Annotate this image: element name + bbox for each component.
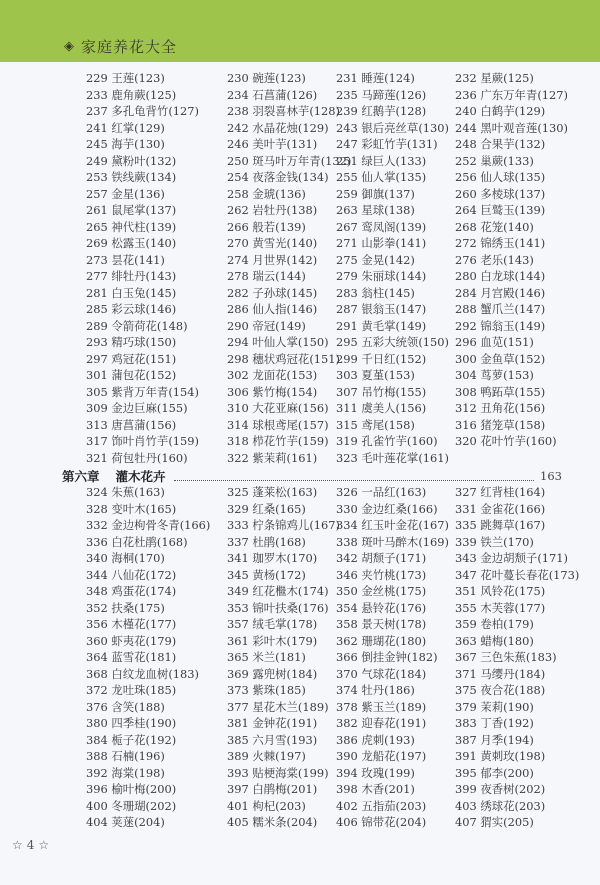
toc-entry[interactable]: 230 碗莲(123) (227, 71, 306, 85)
toc-entry[interactable]: 323 毛叶莲花掌(161) (336, 450, 449, 465)
toc-entry[interactable]: 298 穗状鸡冠花(151) (227, 351, 340, 366)
toc-entry[interactable]: 333 柠条锦鸡儿(167) (227, 518, 340, 532)
toc-entry[interactable]: 290 帝冠(149) (227, 318, 306, 333)
toc-entry[interactable]: 282 子孙球(145) (227, 285, 318, 300)
toc-entry[interactable]: 307 吊竹梅(155) (336, 384, 427, 399)
toc-entry[interactable]: 369 露兜树(184) (227, 666, 318, 681)
toc-entry[interactable]: 257 金星(136) (86, 186, 165, 201)
toc-entry[interactable]: 264 巨鹫玉(139) (455, 203, 546, 217)
toc-entry[interactable]: 276 老乐(143) (455, 252, 534, 267)
toc-entry[interactable]: 285 彩云球(146) (86, 302, 177, 316)
toc-entry[interactable]: 308 鸭跖草(155) (455, 384, 546, 399)
toc-entry[interactable]: 244 黑叶观音莲(130) (455, 120, 568, 135)
toc-entry[interactable]: 293 精巧球(150) (86, 335, 177, 349)
toc-entry[interactable]: 346 夹竹桃(173) (336, 567, 427, 582)
toc-entry[interactable]: 397 白鹃梅(201) (227, 782, 318, 796)
toc-entry[interactable]: 279 朱丽球(144) (336, 269, 427, 283)
toc-entry[interactable]: 275 金晃(142) (336, 252, 415, 267)
toc-entry[interactable]: 287 银翁玉(147) (336, 302, 427, 316)
toc-entry[interactable]: 379 茉莉(190) (455, 699, 534, 714)
toc-entry[interactable]: 234 石菖蒲(126) (227, 87, 318, 102)
toc-entry[interactable]: 360 虾夷花(179) (86, 633, 177, 648)
toc-entry[interactable]: 263 星球(138) (336, 203, 415, 217)
toc-entry[interactable]: 406 锦带花(204) (336, 815, 427, 829)
toc-entry[interactable]: 384 栀子花(192) (86, 732, 177, 747)
toc-entry[interactable]: 342 胡颓子(171) (336, 551, 427, 565)
toc-entry[interactable]: 305 紫背万年青(154) (86, 384, 199, 399)
toc-entry[interactable]: 233 鹿角蕨(125) (86, 87, 177, 102)
toc-entry[interactable]: 398 木香(201) (336, 782, 415, 796)
toc-entry[interactable]: 332 金边枸骨冬青(166) (86, 518, 211, 532)
chapter-number: 第六章 (62, 469, 100, 484)
toc-entry[interactable]: 365 米兰(181) (227, 650, 306, 664)
toc-entry[interactable]: 229 王莲(123) (86, 71, 165, 85)
toc-entry[interactable]: 380 四季桂(190) (86, 716, 177, 730)
toc-entry[interactable]: 340 海桐(170) (86, 551, 165, 565)
toc-entry[interactable]: 395 郁李(200) (455, 765, 534, 780)
toc-entry[interactable]: 278 瑞云(144) (227, 269, 306, 283)
toc-entry[interactable]: 317 饰叶肖竹芋(159) (86, 434, 199, 448)
toc-entry[interactable]: 320 花叶竹芋(160) (455, 434, 557, 448)
star-icon: ☆ (12, 838, 27, 852)
toc-entry[interactable]: 344 八仙花(172) (86, 567, 177, 582)
toc-entry[interactable]: 389 火棘(197) (227, 749, 306, 763)
toc-entry[interactable]: 358 景天树(178) (336, 617, 427, 631)
toc-entry[interactable]: 353 锦叶扶桑(176) (227, 600, 329, 615)
toc-entry[interactable]: 405 糯米条(204) (227, 815, 318, 829)
toc-entry[interactable]: 291 黄毛掌(149) (336, 318, 427, 333)
toc-entry[interactable]: 306 紫竹梅(154) (227, 384, 318, 399)
toc-entry[interactable]: 267 鸾凤阁(139) (336, 219, 427, 234)
toc-entry[interactable]: 348 鸡蛋花(174) (86, 584, 177, 598)
toc-entry[interactable]: 289 令箭荷花(148) (86, 318, 188, 333)
toc-entry[interactable]: 266 般若(139) (227, 219, 306, 234)
toc-entry[interactable]: 235 马蹄莲(126) (336, 87, 427, 102)
toc-entry[interactable]: 280 白龙球(144) (455, 269, 546, 283)
toc-entry[interactable]: 277 绯牡丹(143) (86, 269, 177, 283)
toc-entry[interactable]: 371 马缨丹(184) (455, 666, 546, 681)
toc-entry[interactable]: 297 鸡冠花(151) (86, 351, 177, 366)
toc-entry[interactable]: 237 多孔龟背竹(127) (86, 104, 199, 118)
toc-entry[interactable]: 292 锦翁玉(149) (455, 318, 546, 333)
toc-entry[interactable]: 407 猬实(205) (455, 815, 534, 829)
toc-entry[interactable]: 361 彩叶木(179) (227, 633, 318, 648)
toc-entry[interactable]: 238 羽裂喜林芋(128) (227, 104, 340, 118)
toc-entry[interactable]: 329 红桑(165) (227, 501, 306, 516)
toc-entry[interactable]: 355 木芙蓉(177) (455, 600, 546, 615)
toc-entry[interactable]: 286 仙人指(146) (227, 302, 318, 316)
toc-entry[interactable]: 362 珊瑚花(180) (336, 633, 427, 648)
toc-entry[interactable]: 351 风铃花(175) (455, 584, 546, 598)
toc-entry[interactable]: 231 睡莲(124) (336, 71, 415, 85)
toc-entry[interactable]: 388 石楠(196) (86, 749, 165, 763)
toc-entry[interactable]: 368 白纹龙血树(183) (86, 666, 199, 681)
toc-entry[interactable]: 265 神代柱(139) (86, 219, 177, 234)
toc-entry[interactable]: 248 合果芋(132) (455, 137, 546, 151)
toc-entry[interactable]: 341 珈罗木(170) (227, 551, 318, 565)
toc-entry[interactable]: 303 夏堇(153) (336, 368, 415, 382)
toc-entry[interactable]: 258 金琥(136) (227, 186, 306, 201)
toc-entry[interactable]: 255 仙人掌(135) (336, 170, 427, 184)
toc-entry[interactable]: 370 气球花(184) (336, 666, 427, 681)
toc-entry[interactable]: 364 蓝雪花(181) (86, 650, 177, 664)
toc-entry[interactable]: 273 昙花(141) (86, 252, 165, 267)
toc-entry[interactable]: 394 玫瑰(199) (336, 765, 415, 780)
diamond-icon: ◈ (64, 39, 75, 54)
toc-entry[interactable]: 403 绣球花(203) (455, 798, 546, 813)
toc-entry[interactable]: 313 唐菖蒲(156) (86, 417, 177, 432)
toc-entry[interactable]: 301 蒲包花(152) (86, 368, 177, 382)
toc-entry[interactable]: 359 卷柏(179) (455, 617, 534, 631)
toc-entry[interactable]: 373 紫珠(185) (227, 683, 306, 697)
toc-entry[interactable]: 343 金边胡颓子(171) (455, 551, 568, 565)
toc-entry[interactable]: 288 蟹爪兰(147) (455, 302, 546, 316)
toc-entry[interactable]: 401 枸杞(203) (227, 798, 306, 813)
toc-entry[interactable]: 393 贴梗海棠(199) (227, 765, 329, 780)
star-icon: ☆ (38, 838, 54, 852)
leader-dots (174, 472, 535, 481)
toc-entry[interactable]: 377 星花木兰(189) (227, 699, 329, 714)
toc-entry[interactable]: 262 岩牡丹(138) (227, 203, 318, 217)
toc-entry[interactable]: 319 孔雀竹芋(160) (336, 434, 438, 448)
toc-entry[interactable]: 296 血苋(151) (455, 335, 534, 349)
toc-entry[interactable]: 256 仙人球(135) (455, 170, 546, 184)
toc-entry[interactable]: 378 紫玉兰(189) (336, 699, 427, 714)
toc-entry[interactable]: 250 斑马叶万年青(132) (227, 153, 352, 168)
toc-entry[interactable]: 314 球根鸢尾(157) (227, 417, 329, 432)
toc-entry[interactable]: 357 绒毛掌(178) (227, 617, 318, 631)
toc-entry[interactable]: 337 杜鹃(168) (227, 534, 306, 549)
toc-entry[interactable]: 338 斑叶马醉木(169) (336, 534, 449, 549)
toc-entry[interactable]: 385 六月雪(193) (227, 732, 318, 747)
toc-entry[interactable]: 339 铁兰(170) (455, 534, 534, 549)
toc-entry[interactable]: 326 一品红(163) (336, 485, 427, 499)
toc-entry[interactable]: 402 五指茄(203) (336, 798, 427, 813)
toc-entry[interactable]: 312 丑角花(156) (455, 401, 546, 415)
toc-entry[interactable]: 283 翁柱(145) (336, 285, 415, 300)
toc-entry[interactable]: 240 白鹤芋(129) (455, 104, 546, 118)
toc-entry[interactable]: 304 茑萝(153) (455, 368, 534, 382)
toc-entry[interactable]: 252 巢蕨(133) (455, 153, 534, 168)
toc-entry[interactable]: 270 黄雪光(140) (227, 236, 318, 250)
toc-entry[interactable]: 272 锦绣玉(141) (455, 236, 546, 250)
page-number: 4 (26, 838, 39, 852)
toc-entry[interactable]: 246 美叶芋(131) (227, 137, 318, 151)
toc-entry[interactable]: 310 大花亚麻(156) (227, 401, 329, 415)
toc-entry[interactable]: 387 月季(194) (455, 732, 534, 747)
toc-entry[interactable]: 261 鼠尾掌(137) (86, 203, 177, 217)
toc-entry[interactable]: 350 金丝桃(175) (336, 584, 427, 598)
toc-entry[interactable]: 322 紫茉莉(161) (227, 450, 318, 465)
toc-entry[interactable]: 321 荷包牡丹(160) (86, 450, 188, 465)
toc-entry[interactable]: 232 星蕨(125) (455, 71, 534, 85)
toc-entry[interactable]: 249 黛粉叶(132) (86, 153, 177, 168)
book-title-text: 家庭养花大全 (81, 38, 178, 56)
toc-entry[interactable]: 366 倒挂金钟(182) (336, 650, 438, 664)
toc-entry[interactable]: 325 蓬莱松(163) (227, 485, 318, 499)
toc-entry[interactable]: 241 红掌(129) (86, 120, 165, 135)
page-footer (12, 838, 53, 852)
toc-entry[interactable]: 260 多棱球(137) (455, 186, 546, 201)
toc-entry[interactable]: 251 绿巨人(133) (336, 153, 427, 168)
chapter-title: 灌木花卉 (115, 469, 166, 484)
toc-entry[interactable]: 316 猪笼草(158) (455, 417, 546, 432)
toc-entry[interactable]: 345 黄杨(172) (227, 567, 306, 582)
toc-entry[interactable]: 315 鸢尾(158) (336, 417, 415, 432)
toc-entry[interactable]: 391 黄刺玫(198) (455, 749, 546, 763)
toc-entry[interactable]: 383 丁香(192) (455, 716, 534, 730)
toc-entry[interactable]: 302 龙面花(153) (227, 368, 318, 382)
toc-entry[interactable]: 247 彩虹竹芋(131) (336, 137, 438, 151)
toc-entry[interactable]: 390 龙船花(197) (336, 749, 427, 763)
toc-entry[interactable]: 331 金雀花(166) (455, 501, 546, 516)
toc-entry[interactable]: 381 金钟花(191) (227, 716, 318, 730)
toc-entry[interactable]: 253 铁线蕨(134) (86, 170, 177, 184)
toc-entry[interactable]: 386 虎刺(193) (336, 732, 415, 747)
toc-entry[interactable]: 374 牡丹(186) (336, 683, 415, 697)
toc-entry[interactable]: 375 夜合花(188) (455, 683, 546, 697)
toc-entry[interactable]: 352 扶桑(175) (86, 600, 165, 615)
toc-entry[interactable]: 309 金边巨麻(155) (86, 401, 188, 415)
toc-entry[interactable]: 259 御旗(137) (336, 186, 415, 201)
toc-entry[interactable]: 281 白玉兔(145) (86, 285, 177, 300)
toc-entry[interactable]: 392 海棠(198) (86, 765, 165, 780)
toc-entry[interactable]: 254 夜落金钱(134) (227, 170, 329, 184)
toc-entry[interactable]: 330 金边红桑(166) (336, 501, 438, 516)
toc-entry[interactable]: 295 五彩大统领(150) (336, 335, 449, 349)
toc-entry[interactable]: 299 千日红(152) (336, 351, 427, 366)
toc-entry[interactable]: 294 叶仙人掌(150) (227, 335, 329, 349)
toc-entry[interactable]: 311 虞美人(156) (336, 401, 427, 415)
toc-entry[interactable]: 324 朱蕉(163) (86, 485, 165, 499)
toc-entry[interactable]: 318 栉花竹芋(159) (227, 434, 329, 448)
toc-entry[interactable]: 243 银后亮丝草(130) (336, 120, 449, 135)
toc-entry[interactable]: 396 榆叶梅(200) (86, 782, 177, 796)
toc-entry[interactable]: 242 水晶花烛(129) (227, 120, 329, 135)
toc-entry[interactable]: 356 木槿花(177) (86, 617, 177, 631)
toc-entry[interactable]: 334 红玉叶金花(167) (336, 518, 449, 532)
toc-entry[interactable]: 372 龙吐珠(185) (86, 683, 177, 697)
toc-entry[interactable]: 274 月世界(142) (227, 252, 318, 267)
toc-entry[interactable]: 328 变叶木(165) (86, 501, 177, 516)
book-title (64, 36, 177, 57)
toc-entry[interactable]: 399 夜香树(202) (455, 782, 546, 796)
toc-entry[interactable]: 268 花笼(140) (455, 219, 534, 234)
toc-entry[interactable]: 335 跳舞草(167) (455, 518, 546, 532)
toc-entry[interactable]: 239 红鹅芋(128) (336, 104, 427, 118)
toc-entry[interactable]: 269 松露玉(140) (86, 236, 177, 250)
toc-entry[interactable]: 367 三色朱蕉(183) (455, 650, 557, 664)
toc-entry[interactable]: 245 海芋(130) (86, 137, 165, 151)
toc-entry[interactable]: 327 红背桂(164) (455, 485, 546, 499)
toc-entry[interactable]: 271 山影拳(141) (336, 236, 427, 250)
toc-entry[interactable]: 382 迎春花(191) (336, 716, 427, 730)
toc-entry[interactable]: 349 红花檵木(174) (227, 584, 329, 598)
toc-entry[interactable]: 347 花叶蔓长春花(173) (455, 567, 580, 582)
toc-entry[interactable]: 400 冬珊瑚(202) (86, 798, 177, 813)
toc-entry[interactable]: 336 白花杜鹃(168) (86, 534, 188, 549)
toc-entry[interactable]: 354 悬铃花(176) (336, 600, 427, 615)
chapter-page: 163 (540, 469, 562, 483)
toc-entry[interactable]: 376 含笑(188) (86, 699, 165, 714)
toc-entry[interactable]: 404 荚蒾(204) (86, 815, 165, 829)
chapter-heading[interactable] (62, 467, 562, 485)
toc-entry[interactable]: 300 金鱼草(152) (455, 351, 546, 366)
toc-entry[interactable]: 236 广东万年青(127) (455, 87, 568, 102)
toc-entry[interactable]: 284 月宫殿(146) (455, 285, 546, 300)
toc-entry[interactable]: 363 蜡梅(180) (455, 633, 534, 648)
